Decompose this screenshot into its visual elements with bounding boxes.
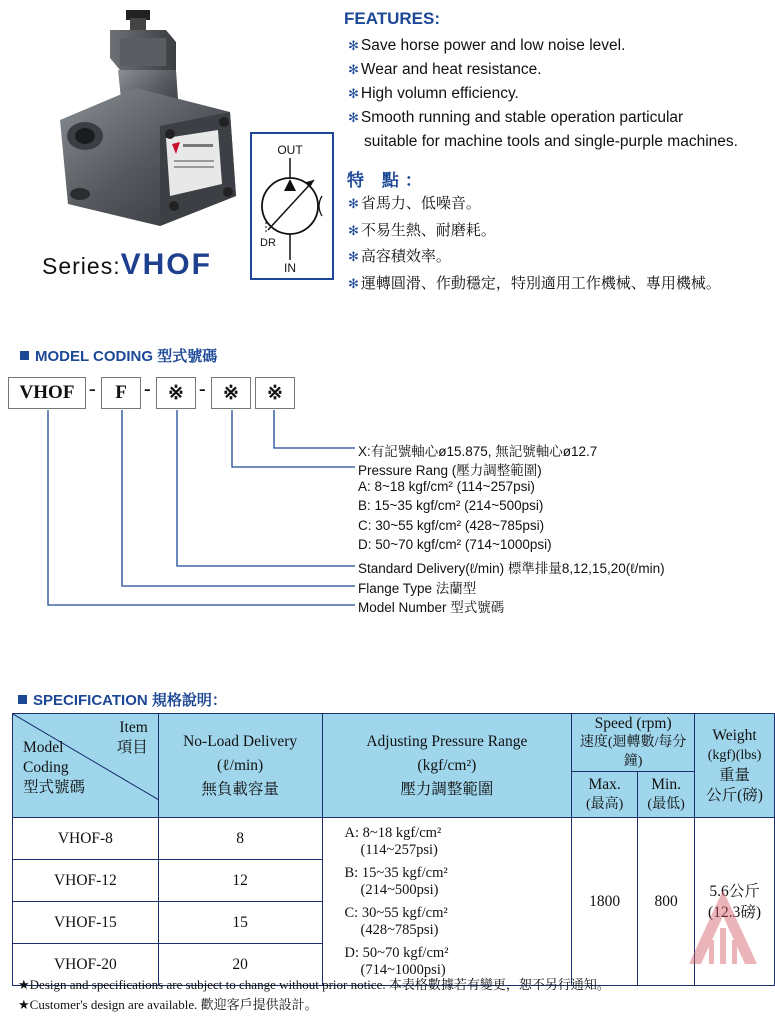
feature-text: High volumn efficiency.: [360, 85, 519, 102]
header-delivery-cell: [158, 714, 322, 818]
symbol-dr-label: DR: [260, 237, 276, 249]
row-delivery: 15: [158, 902, 322, 944]
asterisk-icon: ✻: [348, 223, 359, 239]
header-weight-cn1: 重量: [719, 766, 751, 784]
header-min-cn: (最低): [647, 796, 685, 812]
specification-table: [12, 713, 775, 986]
model-coding-title-text: MODEL CODING 型式號碼: [35, 348, 218, 365]
row-model: VHOF-20: [13, 944, 159, 986]
pressure-range-a: D: 50~70 kgf/cm²: [344, 944, 449, 961]
row-model: VHOF-12: [13, 860, 159, 902]
row-delivery: 12: [158, 860, 322, 902]
code-box-shaft: ※: [255, 377, 295, 409]
feature-cn-item: [348, 271, 721, 298]
coding-line-b: B: 15~35 kgf/cm² (214~500psi): [358, 498, 544, 513]
features-cn-list: [348, 191, 721, 297]
feature-item-continued: [348, 130, 738, 154]
header-speed-cell: [572, 714, 695, 772]
code-dash: -: [89, 378, 96, 400]
header-item-cn: 項目: [116, 739, 148, 756]
feature-item: [348, 82, 738, 106]
header-delivery-cn: 無負載容量: [201, 780, 279, 798]
pressure-range-a: A: 8~18 kgf/cm²: [344, 824, 442, 841]
pressure-range-item: [345, 865, 572, 899]
coding-line-shaft: X:有記號軸心ø15.875, 無記號軸心ø12.7: [358, 444, 598, 459]
asterisk-icon: ✻: [348, 197, 359, 212]
features-list: [348, 34, 738, 154]
square-bullet-icon: [20, 351, 29, 360]
header-item: [117, 718, 148, 758]
series-model: VHOF: [120, 248, 212, 281]
header-max-en: Max.: [588, 775, 621, 793]
feature-text: Smooth running and stable operation particular: [360, 109, 684, 126]
symbol-in-label: IN: [284, 261, 296, 275]
code-box-model: VHOF: [8, 377, 86, 409]
pressure-range-item: [345, 905, 572, 939]
coding-line-c: C: 30~55 kgf/cm² (428~785psi): [358, 518, 545, 533]
header-delivery-unit: (ℓ/min): [217, 756, 264, 774]
table-header-row: [13, 714, 775, 772]
header-item-model-cell: [13, 714, 159, 818]
feature-cn-text: 運轉圓滑、作動穩定，特別適用工作機械、專用機械。: [360, 273, 721, 292]
feature-cn-item: [348, 191, 721, 218]
pressure-range-item: [345, 945, 572, 979]
weight-lb: (12.3磅): [708, 903, 761, 921]
header-min-en: Min.: [651, 775, 681, 793]
header-min-cell: [638, 772, 695, 818]
asterisk-icon: ✻: [348, 86, 359, 101]
feature-item: [348, 106, 738, 130]
symbol-out-label: OUT: [277, 143, 303, 157]
speed-min-value: 800: [638, 818, 695, 986]
coding-line-pressure: Pressure Rang (壓力調整範圍): [358, 463, 542, 478]
footer-notes: [18, 975, 610, 1015]
coding-line-model: Model Number 型式號碼: [358, 600, 505, 615]
header-pressure-cell: [322, 714, 572, 818]
weight-kg: 5.6公斤: [709, 882, 760, 900]
header-model-cn: 型式號碼: [23, 779, 86, 796]
feature-cn-text: 不易生熱、耐磨耗。: [360, 220, 496, 239]
hydraulic-pump-symbol: [250, 132, 334, 280]
note-line: ★Design and specifications are subject to change without prior notice. 本表格數據若有變更，恕不另行通知。: [18, 977, 610, 992]
features-cn-title: 特 點：: [347, 171, 428, 191]
asterisk-icon: ✻: [348, 38, 359, 53]
pressure-range-psi: (114~257psi): [360, 841, 438, 858]
header-speed-en: Speed (rpm): [594, 715, 672, 732]
row-model: VHOF-8: [13, 818, 159, 860]
coding-line-flange: Flange Type 法蘭型: [358, 581, 477, 596]
header-speed-cn: 速度(迴轉數/每分鐘): [579, 735, 687, 769]
header-max-cell: [572, 772, 638, 818]
header-weight-cn2: 公斤(磅): [706, 786, 763, 804]
pressure-range-psi: (714~1000psi): [360, 961, 446, 978]
row-delivery: 8: [158, 818, 322, 860]
code-dash: -: [199, 378, 206, 400]
series-prefix: Series:: [42, 253, 121, 279]
code-box-delivery: ※: [156, 377, 196, 409]
asterisk-icon: ✻: [348, 250, 359, 265]
header-model-en2: Coding: [23, 759, 69, 776]
header-weight-cell: [695, 714, 775, 818]
pressure-range-a: C: 30~55 kgf/cm²: [344, 904, 448, 921]
coding-line-a: A: 8~18 kgf/cm² (114~257psi): [358, 479, 535, 494]
header-pressure-en: Adjusting Pressure Range: [366, 732, 528, 750]
square-bullet-icon: [18, 695, 27, 704]
table-row: [13, 818, 775, 860]
header-model: [23, 738, 85, 798]
asterisk-icon: ✻: [348, 62, 359, 77]
feature-item: [348, 34, 738, 58]
header-max-cn: (最高): [586, 796, 624, 812]
code-box-pressure: ※: [211, 377, 251, 409]
company-logo-watermark: [687, 888, 759, 966]
header-weight-en: Weight: [712, 726, 757, 744]
model-coding-title: [20, 345, 217, 366]
header-model-en1: Model: [23, 739, 64, 756]
row-delivery: 20: [158, 944, 322, 986]
row-model: VHOF-15: [13, 902, 159, 944]
pressure-range-psi: (214~500psi): [360, 881, 439, 898]
feature-cn-item: [348, 218, 721, 245]
pump-symbol-icon: [252, 134, 332, 278]
pressure-range-psi: (428~785psi): [360, 921, 439, 938]
feature-cn-text: 高容積效率。: [360, 247, 451, 265]
code-dash: -: [144, 378, 151, 400]
note-line: ★Customer's design are available. 歡迎客戶提供設計。: [18, 997, 318, 1012]
feature-text: Wear and heat resistance.: [360, 61, 542, 78]
header-item-en: Item: [119, 719, 148, 736]
features-title: FEATURES:: [344, 9, 441, 28]
specification-title: [18, 689, 227, 710]
asterisk-icon: ✻: [348, 110, 359, 125]
asterisk-icon: ✻: [348, 276, 359, 292]
series-label: [42, 248, 212, 282]
feature-text: suitable for machine tools and single-purple machines.: [364, 133, 738, 150]
pump-product-image: [40, 8, 250, 246]
header-pressure-unit: (kgf/cm²): [417, 756, 477, 774]
code-box-flange: F: [101, 377, 141, 409]
feature-cn-text: 省馬力、低噪音。: [360, 194, 481, 212]
header-weight-unit: (kgf)(lbs): [707, 747, 762, 763]
header-delivery-en: No-Load Delivery: [183, 732, 298, 750]
pressure-range-a: B: 15~35 kgf/cm²: [344, 864, 448, 881]
feature-text: Save horse power and low noise level.: [360, 37, 626, 54]
feature-item: [348, 58, 738, 82]
pressure-range-item: [345, 825, 572, 859]
feature-cn-item: [348, 244, 721, 271]
pressure-range-cell: [322, 818, 572, 986]
speed-max-value: 1800: [572, 818, 638, 986]
header-pressure-cn: 壓力調整範圍: [400, 780, 494, 798]
coding-line-delivery: Standard Delivery(ℓ/min) 標準排量8,12,15,20(ℓ/min): [358, 561, 665, 576]
coding-line-d: D: 50~70 kgf/cm² (714~1000psi): [358, 537, 552, 552]
specification-title-text: SPECIFICATION 規格說明：: [33, 692, 227, 709]
